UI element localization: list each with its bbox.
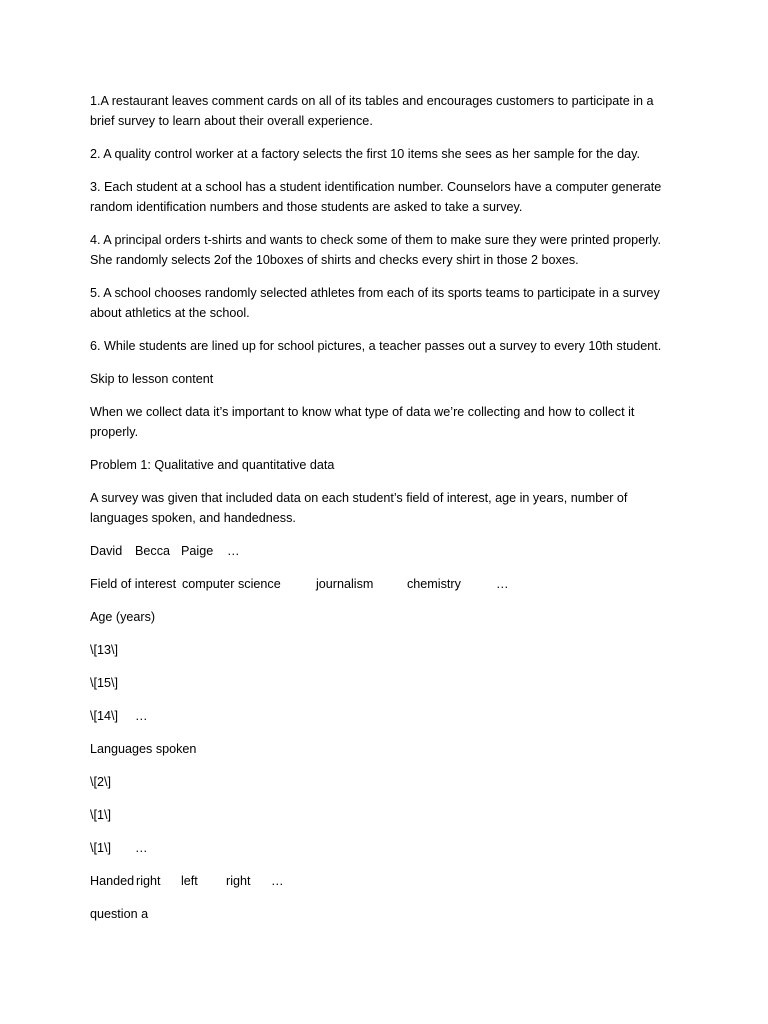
field-cell: computer science	[182, 577, 281, 591]
handed-cell: right	[136, 874, 161, 888]
field-of-interest-label: Field of interest	[90, 577, 177, 591]
languages-value-text: \[2\]	[90, 775, 111, 789]
handed-label: Handed	[90, 874, 135, 888]
age-value	[90, 673, 690, 693]
names-row	[90, 541, 690, 561]
question-a-text: question a	[90, 907, 149, 921]
item-3	[90, 177, 690, 217]
skip-to-content-link[interactable]	[90, 369, 690, 389]
survey-description	[90, 488, 690, 528]
name-cell: David	[90, 544, 123, 558]
item-6	[90, 336, 690, 356]
intro-line-2: properly.	[90, 425, 139, 439]
languages-value-row	[90, 838, 690, 858]
field-cell: journalism	[316, 577, 374, 591]
item-1	[90, 91, 690, 131]
languages-value-text: \[1\]	[90, 841, 111, 855]
age-label-text: Age (years)	[90, 610, 156, 624]
age-label	[90, 607, 690, 627]
languages-value-text: \[1\]	[90, 808, 111, 822]
item-4-line-1: 4. A principal orders t-shirts and wants to check some of them to make sure they were printed properly.	[90, 233, 661, 247]
field-of-interest-row	[90, 574, 690, 594]
problem-title	[90, 455, 690, 475]
problem-title-text: Problem 1: Qualitative and quantitative data	[90, 458, 335, 472]
intro-line-1: When we collect data it’s important to know what type of data we’re collecting and how to collect it	[90, 405, 635, 419]
item-5	[90, 283, 690, 323]
ellipsis: …	[135, 841, 148, 855]
item-1-line-2: brief survey to learn about their overall experience.	[90, 114, 373, 128]
item-4	[90, 230, 690, 270]
survey-description-line-2: languages spoken, and handedness.	[90, 511, 296, 525]
handedness-row	[90, 871, 690, 891]
age-value	[90, 640, 690, 660]
item-2-line-1: 2. A quality control worker at a factory selects the first 10 items she sees as her sample for the day.	[90, 147, 640, 161]
item-2	[90, 144, 690, 164]
ellipsis: …	[271, 874, 284, 888]
handed-cell: left	[181, 874, 198, 888]
languages-label-text: Languages spoken	[90, 742, 197, 756]
document-page	[90, 91, 690, 937]
field-cell: chemistry	[407, 577, 461, 591]
item-1-line-1: 1.A restaurant leaves comment cards on all of its tables and encourages customers to participate in a	[90, 94, 654, 108]
languages-label	[90, 739, 690, 759]
item-6-line-1: 6. While students are lined up for school pictures, a teacher passes out a survey to every 10th student.	[90, 339, 662, 353]
handed-cell: right	[226, 874, 251, 888]
survey-description-line-1: A survey was given that included data on each student’s field of interest, age in years, number of	[90, 491, 628, 505]
item-5-line-1: 5. A school chooses randomly selected athletes from each of its sports teams to participate in a survey	[90, 286, 660, 300]
item-5-line-2: about athletics at the school.	[90, 306, 250, 320]
ellipsis: …	[135, 709, 148, 723]
languages-value	[90, 772, 690, 792]
item-3-line-1: 3. Each student at a school has a student identification number. Counselors have a computer generate	[90, 180, 662, 194]
age-value-row	[90, 706, 690, 726]
name-cell: Paige	[181, 544, 214, 558]
name-cell: Becca	[135, 544, 171, 558]
ellipsis: …	[496, 577, 509, 591]
skip-link-text[interactable]: Skip to lesson content	[90, 372, 214, 386]
ellipsis: …	[227, 544, 240, 558]
age-value-text: \[15\]	[90, 676, 119, 690]
item-3-line-2: random identification numbers and those students are asked to take a survey.	[90, 200, 523, 214]
age-value-text: \[13\]	[90, 643, 119, 657]
intro-paragraph	[90, 402, 690, 442]
item-4-line-2: She randomly selects 2of the 10boxes of shirts and checks every shirt in those 2 boxes.	[90, 253, 579, 267]
question-a	[90, 904, 690, 924]
age-value-text: \[14\]	[90, 709, 119, 723]
languages-value	[90, 805, 690, 825]
